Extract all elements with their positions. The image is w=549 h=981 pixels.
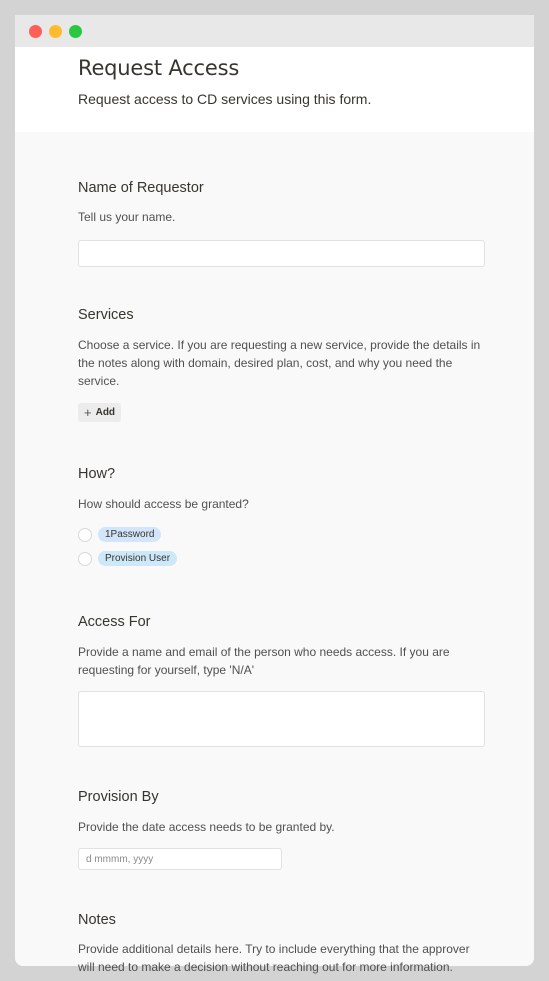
radio-button[interactable] (78, 552, 92, 566)
question-description-how: How should access be granted? (78, 497, 249, 511)
add-service-label: Add (95, 407, 116, 418)
add-service-button[interactable] (78, 403, 121, 422)
minimize-window-button[interactable] (49, 25, 62, 38)
question-description-provision-by: Provide the date access needs to be granted by. (78, 820, 335, 834)
form-title: Request Access (78, 56, 240, 80)
question-title-notes: Notes (78, 912, 116, 928)
question-description-services: Choose a service. If you are requesting a new service, provide the details in the notes along with domain, desired plan, cost, and why you need the service. (78, 338, 481, 388)
form-window (15, 15, 534, 974)
question-title-how: How? (78, 466, 116, 482)
how-option-1password[interactable] (78, 527, 161, 542)
radio-button[interactable] (78, 528, 92, 542)
name-input[interactable] (78, 240, 485, 267)
option-tag: Provision User (98, 551, 177, 566)
provision-by-date-input[interactable]: d mmmm, yyyy (78, 848, 282, 870)
question-title-name: Name of Requestor (78, 180, 204, 196)
form-header (15, 47, 534, 132)
question-title-services: Services (78, 307, 134, 323)
question-description-name: Tell us your name. (78, 210, 176, 224)
how-option-provision-user[interactable] (78, 551, 177, 566)
question-title-provision-by: Provision By (78, 789, 159, 805)
plus-icon: + (84, 405, 92, 420)
form-subtitle: Request access to CD services using this form. (78, 91, 372, 107)
access-for-textarea[interactable] (78, 691, 485, 747)
title-bar (15, 15, 534, 47)
question-description-access-for: Provide a name and email of the person who needs access. If you are requesting for yourself, type 'N/A' (78, 645, 450, 677)
close-window-button[interactable] (29, 25, 42, 38)
question-description-notes: Provide additional details here. Try to include everything that the approver will need to make a decision without reaching out for more information. (78, 942, 470, 974)
question-title-access-for: Access For (78, 614, 151, 630)
option-tag: 1Password (98, 527, 161, 542)
zoom-window-button[interactable] (69, 25, 82, 38)
